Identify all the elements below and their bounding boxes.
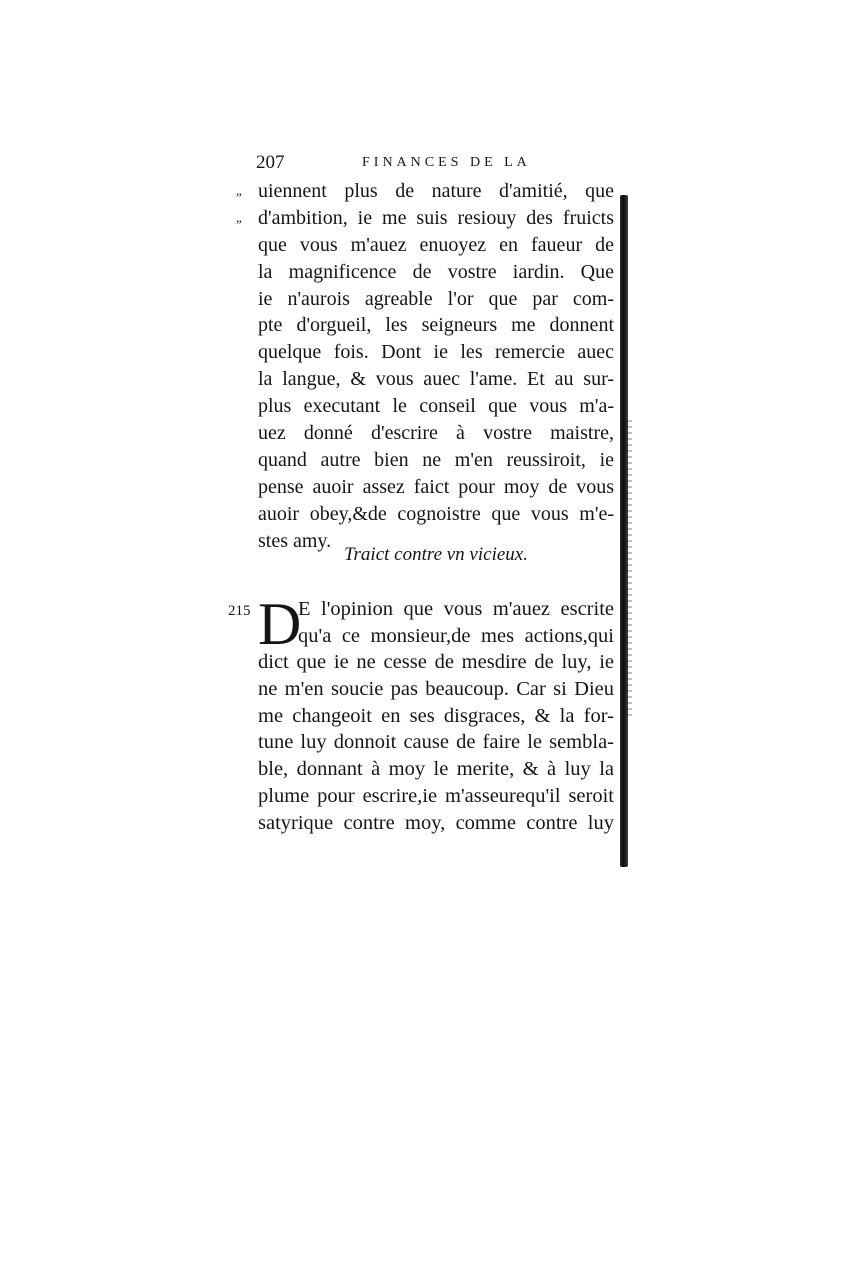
second-paragraph [258, 591, 614, 836]
text-line: pte d'orgueil, les seigneurs me donnent [258, 314, 614, 337]
binding-texture [628, 420, 632, 720]
text-line: ble, donnant à moy le merite, & à luy la [258, 758, 614, 781]
text-line: pense auoir assez faict pour moy de vous [258, 475, 614, 498]
drop-cap: D [258, 591, 302, 657]
text-line: uez donné d'escrire à vostre maistre, [258, 422, 614, 445]
paragraph-number: 215 [228, 603, 251, 619]
text-line: plus executant le conseil que vous m'a- [258, 395, 614, 418]
page-number: 207 [256, 152, 285, 173]
text-line: la langue, & vous auec l'ame. Et au sur- [258, 368, 614, 391]
text-line: me changeoit en ses disgraces, & la for- [258, 704, 614, 727]
text-line: ie n'aurois agreable l'or que par com- [258, 287, 614, 310]
text-line: quelque fois. Dont ie les remercie auec [258, 341, 614, 364]
text-line: tune luy donnoit cause de faire le sembla- [258, 731, 614, 754]
text-line: „ d'ambition, ie me suis resiouy des fruicts [258, 205, 614, 232]
text-line: ne m'en soucie pas beaucoup. Car si Dieu [258, 678, 614, 701]
text-line: auoir obey,&de cognoistre que vous m'e- [258, 502, 614, 525]
text-line: satyrique contre moy, comme contre luy [258, 811, 614, 834]
text-line: la magnificence de vostre iardin. Que [258, 260, 614, 283]
quote-mark: „ [236, 209, 242, 225]
text-line: stes amy. [258, 529, 332, 552]
first-paragraph [236, 178, 614, 554]
section-title: Traict contre vn vicieux. [344, 544, 528, 565]
text-line: plume pour escrire,ie m'asseurequ'il seroit [258, 784, 614, 807]
text-line: E l'opinion que vous m'auez escrite [298, 598, 614, 620]
running-head: FINANCES DE LA [362, 155, 531, 170]
text-line: „ uiennent plus de nature d'amitié, que [258, 178, 614, 205]
quote-mark: „ [236, 183, 242, 198]
text-line: que vous m'auez enuoyez en faueur de [258, 233, 614, 256]
page-header [252, 152, 622, 176]
text-line: qu'a ce monsieur,de mes actions,qui [298, 624, 614, 647]
text-line: quand autre bien ne m'en reussiroit, ie [258, 448, 614, 471]
text-line: dict que ie ne cesse de mesdire de luy, ie [258, 651, 614, 674]
binding-shadow [620, 195, 628, 867]
